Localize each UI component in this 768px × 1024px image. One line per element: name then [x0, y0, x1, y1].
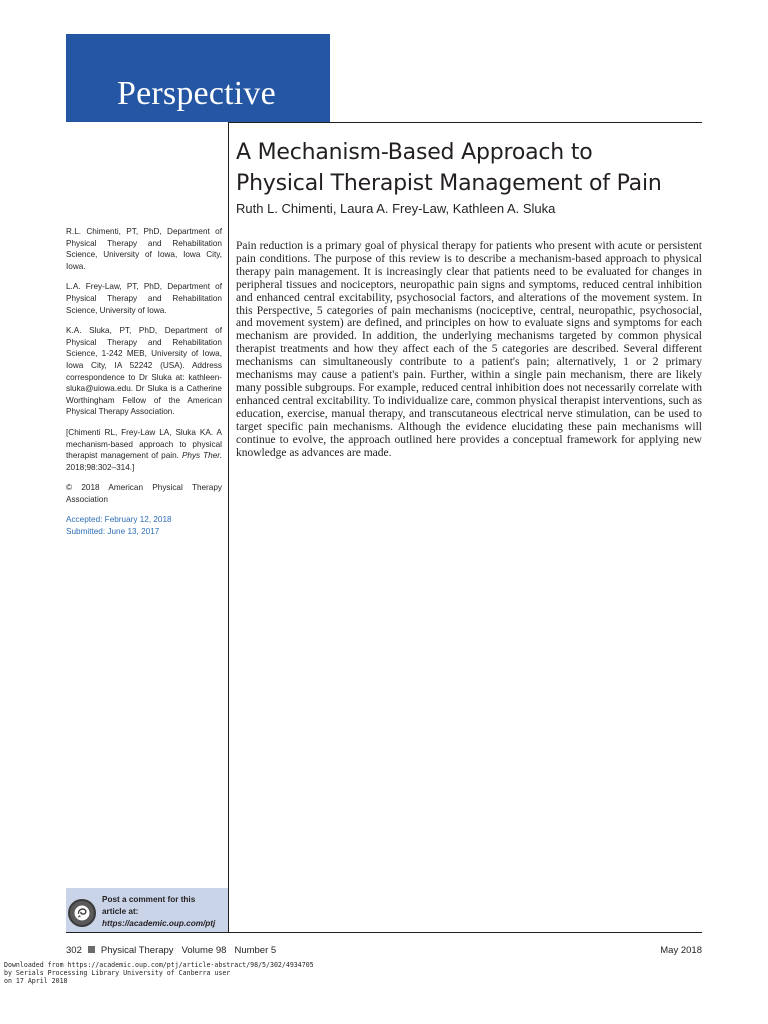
article-title — [236, 137, 706, 199]
page-footer — [66, 945, 702, 959]
affiliation-frey-law: L.A. Frey-Law, PT, PhD, Department of Physical Therapy and Rehabilitation Science, University of Iowa. — [66, 282, 222, 315]
download-line-1: Downloaded from https://academic.oup.com/ptj/article-abstract/98/5/302/4934705 — [4, 961, 314, 969]
affiliation-chimenti: R.L. Chimenti, PT, PhD, Department of Physical Therapy and Rehabilitation Science, University of Iowa, Iowa City, Iowa. — [66, 227, 222, 271]
author-list: Ruth L. Chimenti, Laura A. Frey-Law, Kathleen A. Sluka — [236, 201, 556, 216]
comment-bubble-icon — [68, 899, 96, 927]
citation-journal: Phys Ther. — [181, 451, 222, 461]
copyright-notice: © 2018 American Physical Therapy Association — [66, 483, 222, 504]
download-line-3: on 17 April 2018 — [4, 977, 68, 985]
issue-date: May 2018 — [660, 945, 702, 956]
title-line-1: A Mechanism-Based Approach to — [236, 140, 593, 165]
citation — [66, 427, 222, 473]
comment-link[interactable]: https://academic.oup.com/ptj — [102, 919, 216, 928]
footer-rule — [66, 932, 702, 933]
title-line-2: Physical Therapist Management of Pain — [236, 171, 662, 196]
accepted-date: Accepted: February 12, 2018 — [66, 515, 172, 525]
citation-tail: 2018;98:302–314.] — [66, 462, 135, 472]
banner-label: Perspective — [117, 75, 276, 112]
affiliation-sluka: K.A. Sluka, PT, PhD, Department of Physical Therapy and Rehabilitation Science, 1-242 MEB, University of Iowa, Iowa City, IA 52242 (USA). Address correspondence to Dr Sluka at: kathleen-sluka@uiowa.edu. Dr Sluka is a Catherine Worthingham Fellow of the American Physical Therapy Association. — [66, 326, 222, 417]
comment-line-2: article at: — [102, 907, 139, 916]
comment-callout[interactable] — [66, 888, 228, 932]
header-rule — [228, 122, 702, 123]
citation-main: [Chimenti RL, Frey-Law LA, Sluka KA. A mechanism-based approach to physical therapist management of pain. — [66, 427, 222, 461]
sidebar — [66, 226, 222, 538]
perspective-banner — [66, 34, 330, 122]
comment-line-1: Post a comment for this — [102, 895, 196, 904]
download-line-2: by Serials Processing Library University of Canberra user — [4, 969, 231, 977]
column-divider — [228, 122, 229, 932]
separator-square-icon — [88, 946, 95, 953]
download-stamp — [4, 961, 404, 985]
page-number: 302 — [66, 945, 82, 956]
journal-name: Physical Therapy — [100, 945, 174, 956]
submitted-date: Submitted: June 13, 2017 — [66, 527, 160, 537]
abstract-text: Pain reduction is a primary goal of physical therapy for patients who present with acute or persistent pain conditions. The purpose of this review is to describe a mechanism-based approach to physical therapy pain management. It is increasingly clear that patients need to be evaluated for changes in peripheral tissues and nociceptors, neuropathic pain signs and symptoms, reduced central inhibition and enhanced central excitability, psychosocial factors, and alterations of the movement system. In this Perspective, 5 categories of pain mechanisms (nociceptive, central, neuropathic, psychosocial, and movement system) are defined, and principles on how to evaluate signs and symptoms for each mechanism are provided. In addition, the underlying mechanisms targeted by common physical therapist treatments and how they affect each of the 5 categories are described. Several different mechanisms can simultaneously contribute to a patient's pain; alternatively, 1 or 2 primary mechanisms may cause a patient's pain. Further, within a single pain mechanism, there are likely many possible subgroups. For example, reduced central inhibition does not necessarily correlate with enhanced central excitability. To individualize care, common physical therapist interventions, such as education, exercise, manual therapy, and transcutaneous electrical nerve stimulation, can be used to target specific pain mechanisms. Although the evidence elucidating these pain mechanisms will continue to evolve, the approach outlined here provides a conceptual framework for applying new knowledge as advances are made. — [236, 240, 702, 459]
comment-text — [102, 894, 226, 930]
volume: Volume 98 — [181, 945, 227, 956]
issue-number: Number 5 — [234, 945, 277, 956]
